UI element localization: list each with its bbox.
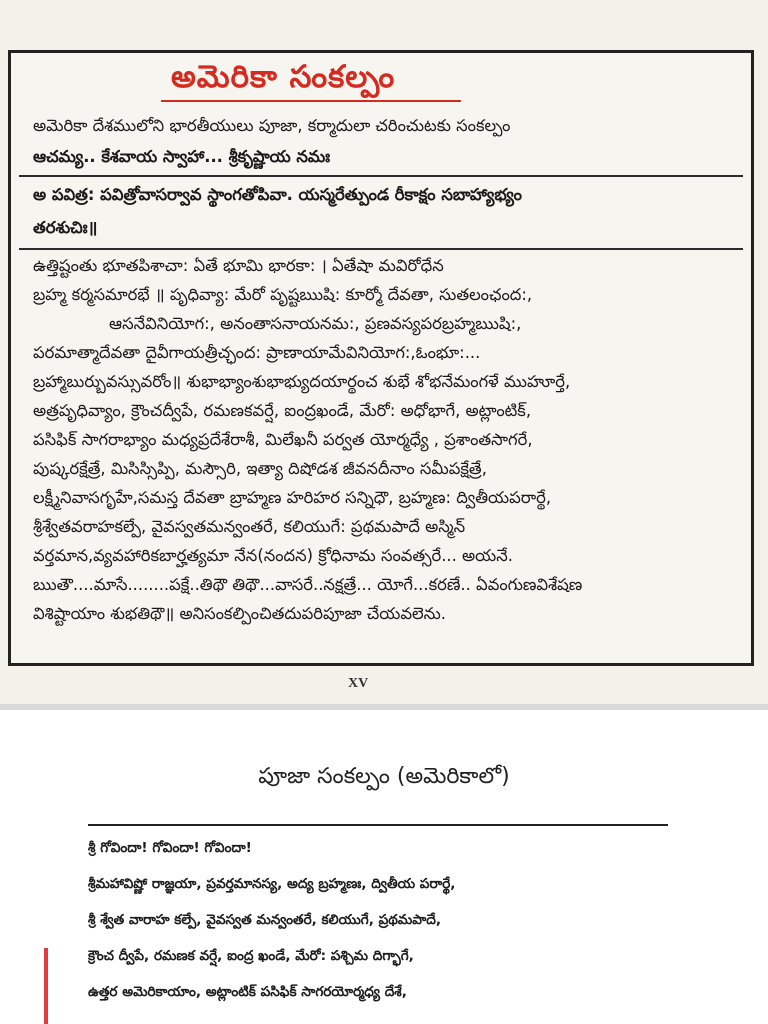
- text-line: ఋతౌ....మాసే........పక్షే..తిథౌ తిథౌ...వాసరే..నక్షత్రే... యోగే...కరణే.. ఏవంగుణవిశేషణ: [33, 575, 583, 594]
- text-line: విశిష్టాయాం శుభతిథౌ॥ అనిసంకల్పించితదుపరిపూజా చేయవలెను.: [33, 604, 447, 623]
- text-line: శ్రీ శ్వేత వారాహ కల్పే, వైవస్వత మన్వంతరే, కలియుగే, ప్రథమపాదే,: [88, 912, 442, 928]
- text-line: బ్రహ్మ కర్మసమారభే ॥ పృధివ్యా: మేరో పృష్టఋషి: కూర్మో దేవతా, సుతలంఛంద:,: [33, 285, 533, 304]
- margin-mark: [44, 948, 48, 1024]
- divider: [19, 175, 743, 177]
- sankalpam-box: [8, 50, 754, 666]
- text-line: పుష్కరక్షేత్రే, మిసిస్సిప్పి, మస్సౌరి, ఇత్యా దిషోడశ జీవనదీనాం సమీపక్షేత్రే,: [33, 459, 487, 478]
- document-page: [0, 712, 768, 1024]
- text-line: శ్రీశ్వేతవరాహకల్పే, వైవస్వతమన్వంతరే, కలియుగే: ప్రథమపాదే అస్మిన్: [33, 517, 466, 536]
- text-line: వర్తమాన,వ్యవహారికబార్హత్యమా నేన(నందన) క్రోధినామ సంవత్సరే... అయనే.: [33, 546, 513, 565]
- text-line: పరమాత్మాదేవతా దైవీగాయత్రీచ్ఛంద: ప్రాణాయామేవినియోగ:,ఓంభూ:...: [33, 343, 481, 362]
- text-line: ఆసనేవినియోగ:, అనంతాసనాయనమ:, ప్రణవస్యపరబ్రహ్మఋషి:,: [109, 314, 522, 333]
- box-title: అమెరికా సంకల్పం: [171, 59, 396, 95]
- text-line: తరశుచిః॥: [33, 218, 98, 237]
- text-line: అమెరికా దేశములోని భారతీయులు పూజా, కర్మాదులా చరించుటకు సంకల్పం: [33, 116, 511, 135]
- text-line: అత్రపృధివ్యాం, క్రౌంచద్వీపే, రమణకవర్షే, ఐంద్రఖండే, మేరో: అధోభాగే, అట్లాంటిక్,: [33, 401, 532, 420]
- text-line: అ పవిత్ర: పవిత్రోవాసర్వావ స్థాంగతోపివా. యస్మరేత్పుండ రీకాక్షం సబాహ్యాభ్యం: [33, 185, 522, 204]
- divider: [19, 248, 743, 250]
- page-number: XV: [348, 676, 369, 691]
- text-line: ఉత్తిష్టంతు భూతపిశాచా: ఏతే భూమి భారకా: । ఏతేషా మవిరోధేన: [33, 256, 444, 275]
- text-line: బ్రహ్మాబుర్బువస్సువరోం॥ శుభాభ్యాంశుభాభ్యుదయార్థంచ శుభే శోభనేమంగళే ముహూర్తే,: [33, 372, 571, 391]
- text-line: క్రౌంచ ద్వీపే, రమణక వర్షే, ఐంద్ర ఖండే, మేరో: పశ్చిమ దిగ్భాగే,: [88, 948, 414, 964]
- text-line: పసిఫిక్ సాగరాభ్యాం మధ్యప్రదేశేరాశీ, మిలేఖనీ పర్వత యోర్మధ్యే , ప్రశాంతసాగరే,: [33, 430, 533, 449]
- text-line: శ్రీమహావిష్ణో రాజ్ఞయా, ప్రవర్తమానస్య, అద్య బ్రహ్మణః, ద్వితీయ పరార్థే,: [88, 876, 456, 892]
- page-separator: [0, 704, 768, 710]
- text-line: శ్రీ గోవిందా! గోవిందా! గోవిందా!: [88, 840, 252, 856]
- document-title: పూజా సంకల్పం (అమెరికాలో): [258, 764, 510, 789]
- text-line: లక్ష్మీనివాసగృహే,సమస్త దేవతా బ్రాహ్మణ హరిహర సన్నిధౌ, బ్రహ్మణ: ద్వితీయపరార్థే,: [33, 488, 552, 507]
- title-rule: [88, 824, 668, 826]
- title-underline: [161, 100, 461, 102]
- text-line: ఉత్తర అమెరికాయాం, అట్లాంటిక్ పసిఫిక్ సాగరయోర్మధ్య దేశే,: [88, 984, 407, 1000]
- text-line: ఆచమ్య.. కేశవాయ స్వాహా... శ్రీకృష్ణాయ నమః: [33, 147, 331, 166]
